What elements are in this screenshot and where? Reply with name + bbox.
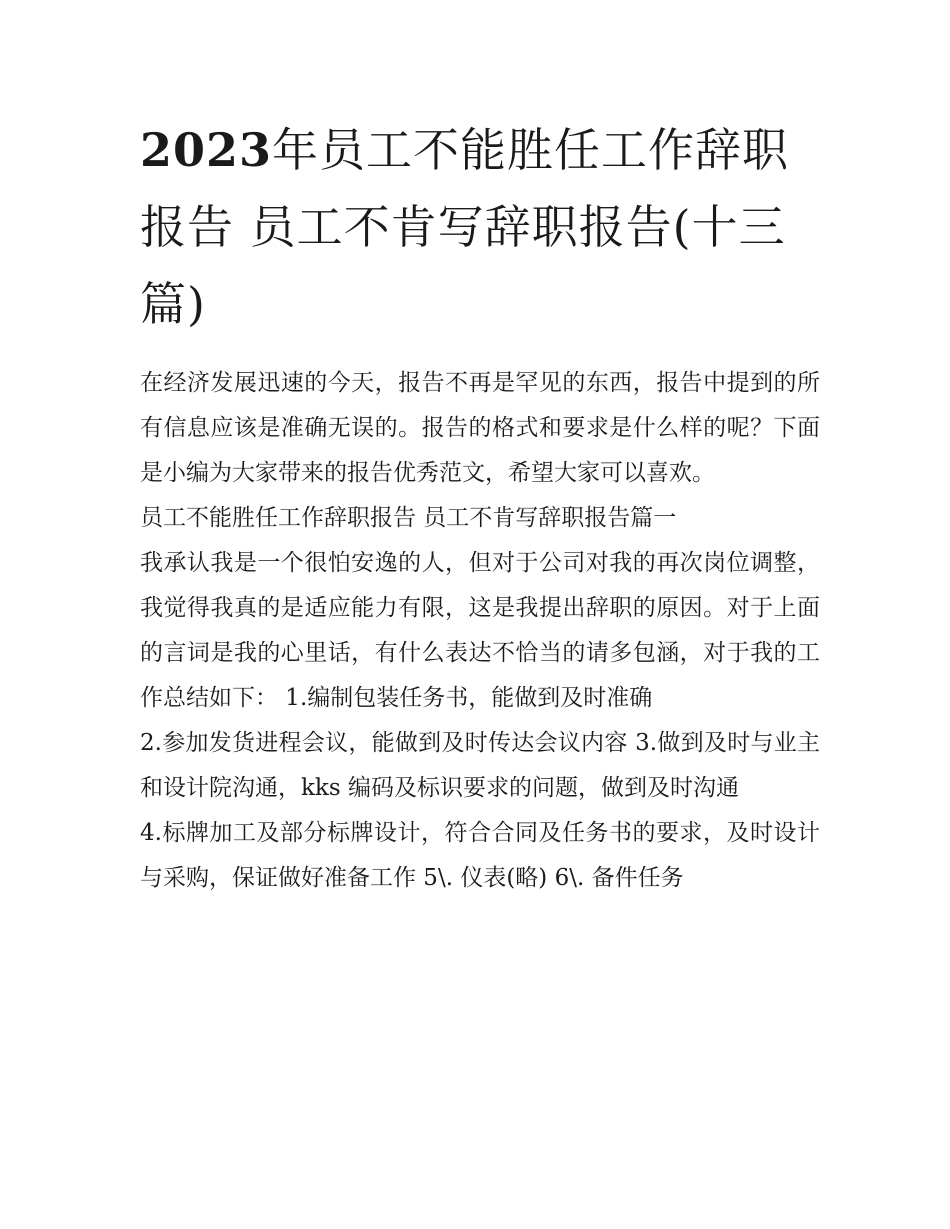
body-paragraph-1: 我承认我是一个很怕安逸的人，但对于公司对我的再次岗位调整，我觉得我真的是适应能力有限，这是我提出辞职的原因。对于上面的言词是我的心里话，有什么表达不恰当的请多包涵，对于我的工作总结如下： 1.编制包装任务书，能做到及时准确 bbox=[140, 550, 820, 711]
intro-paragraph: 在经济发展迅速的今天，报告不再是罕见的东西，报告中提到的所有信息应该是准确无误的。报告的格式和要求是什么样的呢？下面是小编为大家带来的报告优秀范文，希望大家可以喜欢。 bbox=[140, 370, 820, 486]
section-heading: 员工不能胜任工作辞职报告 员工不肯写辞职报告篇一 bbox=[140, 505, 677, 531]
body-paragraph-2: 2.参加发货进程会议，能做到及时传达会议内容 3.做到及时与业主和设计院沟通，kks 编码及标识要求的问题，做到及时沟通 bbox=[140, 730, 820, 801]
document-page bbox=[140, 112, 820, 901]
title-year: 2023 bbox=[140, 123, 273, 177]
title-text: 年员工不能胜任工作辞职报告 员工不肯写辞职报告(十三篇) bbox=[140, 123, 790, 331]
document-title bbox=[140, 112, 820, 343]
body-paragraph-3: 4.标牌加工及部分标牌设计，符合合同及任务书的要求，及时设计与采购，保证做好准备工作 5\. 仪表(略) 6\. 备件任务 bbox=[140, 820, 820, 891]
